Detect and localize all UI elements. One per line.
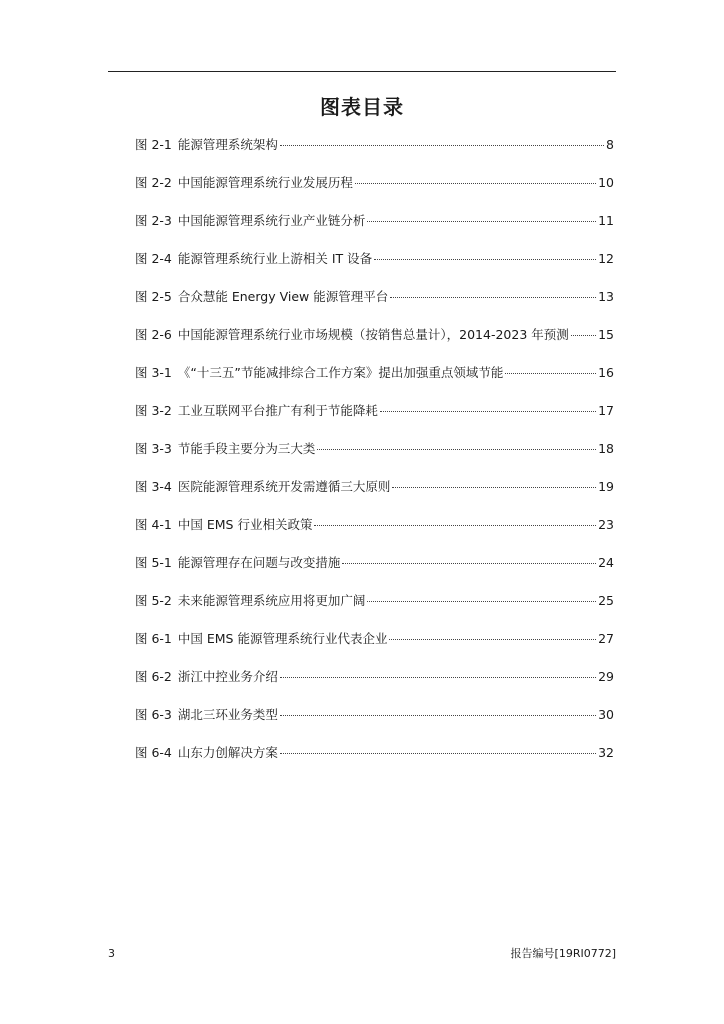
toc-dot-leader [317, 449, 596, 450]
toc-entry-page: 19 [598, 479, 614, 494]
toc-dot-leader [571, 335, 596, 336]
toc-entry-page: 11 [598, 213, 614, 228]
toc-entry-label: 图 6-1 [135, 631, 172, 646]
toc-dot-leader [280, 753, 596, 754]
footer-report-number: 报告编号[19RI0772] [510, 947, 616, 960]
toc-entry-page: 30 [598, 707, 614, 722]
toc-entry[interactable] [135, 554, 614, 592]
toc-entry[interactable] [135, 668, 614, 706]
toc-entry[interactable] [135, 706, 614, 744]
toc-entry-page: 27 [598, 631, 614, 646]
toc-dot-leader [390, 297, 596, 298]
toc-entry-page: 18 [598, 441, 614, 456]
toc-entry-label: 图 6-3 [135, 707, 172, 722]
toc-entry[interactable] [135, 250, 614, 288]
toc-entry-title: 浙江中控业务介绍 [177, 669, 278, 684]
toc-entry-label: 图 3-2 [135, 403, 172, 418]
toc-entry-label: 图 2-3 [135, 213, 172, 228]
toc-entry-title: 节能手段主要分为三大类 [177, 441, 316, 456]
toc-dot-leader [355, 183, 596, 184]
toc-entry-page: 12 [598, 251, 614, 266]
toc-entry[interactable] [135, 592, 614, 630]
toc-entry[interactable] [135, 136, 614, 174]
footer-page-number: 3 [108, 947, 115, 960]
toc-entry[interactable] [135, 402, 614, 440]
toc-entry[interactable] [135, 440, 614, 478]
toc-entry[interactable] [135, 212, 614, 250]
toc-dot-leader [505, 373, 596, 374]
toc-entry-title: 中国能源管理系统行业市场规模（按销售总量计），2014-2023 年预测 [177, 327, 569, 342]
toc-entry[interactable] [135, 288, 614, 326]
toc-entry-title: 中国能源管理系统行业发展历程 [177, 175, 353, 190]
toc-entry-title: 合众慧能 Energy View 能源管理平台 [177, 289, 389, 304]
toc-entry-title: 中国 EMS 能源管理系统行业代表企业 [177, 631, 388, 646]
toc-entry[interactable] [135, 326, 614, 364]
toc-entry-title: 湖北三环业务类型 [177, 707, 278, 722]
toc-entry-title: 能源管理存在问题与改变措施 [177, 555, 341, 570]
toc-entry-title: 工业互联网平台推广有利于节能降耗 [177, 403, 378, 418]
toc-entry-label: 图 2-5 [135, 289, 172, 304]
toc-entry[interactable] [135, 630, 614, 668]
toc-dot-leader [280, 145, 604, 146]
toc-entry-page: 29 [598, 669, 614, 684]
toc-entry[interactable] [135, 516, 614, 554]
toc-dot-leader [389, 639, 596, 640]
toc-entry-label: 图 3-1 [135, 365, 172, 380]
toc-dot-leader [314, 525, 596, 526]
toc-dot-leader [367, 221, 596, 222]
toc-entry-label: 图 2-4 [135, 251, 172, 266]
toc-entry-title: 中国能源管理系统行业产业链分析 [177, 213, 366, 228]
toc-entry[interactable] [135, 174, 614, 212]
toc-entry-page: 25 [598, 593, 614, 608]
toc-entry-label: 图 2-1 [135, 137, 172, 152]
toc-list [135, 136, 614, 782]
toc-entry-label: 图 5-2 [135, 593, 172, 608]
toc-entry-title: 医院能源管理系统开发需遵循三大原则 [177, 479, 391, 494]
toc-entry-title: 能源管理系统行业上游相关 IT 设备 [177, 251, 373, 266]
page-title: 图表目录 [320, 95, 404, 119]
toc-entry-title: 《“十三五”节能减排综合工作方案》提出加强重点领域节能 [177, 365, 504, 380]
toc-entry-label: 图 3-3 [135, 441, 172, 456]
toc-entry-page: 10 [598, 175, 614, 190]
toc-entry[interactable] [135, 744, 614, 782]
toc-entry-title: 未来能源管理系统应用将更加广阔 [177, 593, 366, 608]
toc-entry-page: 13 [598, 289, 614, 304]
header-rule [108, 71, 616, 72]
toc-entry-label: 图 2-6 [135, 327, 172, 342]
toc-entry-page: 23 [598, 517, 614, 532]
toc-entry-label: 图 6-2 [135, 669, 172, 684]
toc-dot-leader [380, 411, 596, 412]
toc-entry-label: 图 2-2 [135, 175, 172, 190]
toc-dot-leader [392, 487, 596, 488]
toc-dot-leader [367, 601, 596, 602]
toc-entry-page: 17 [598, 403, 614, 418]
toc-entry-page: 24 [598, 555, 614, 570]
toc-entry-page: 8 [606, 137, 614, 152]
toc-dot-leader [280, 715, 596, 716]
toc-entry-label: 图 6-4 [135, 745, 172, 760]
toc-entry-page: 15 [598, 327, 614, 342]
toc-entry-title: 中国 EMS 行业相关政策 [177, 517, 313, 532]
toc-entry-label: 图 4-1 [135, 517, 172, 532]
toc-entry-page: 32 [598, 745, 614, 760]
toc-entry-title: 山东力创解决方案 [177, 745, 278, 760]
toc-dot-leader [374, 259, 596, 260]
toc-entry[interactable] [135, 364, 614, 402]
toc-dot-leader [280, 677, 596, 678]
toc-dot-leader [342, 563, 596, 564]
toc-entry-page: 16 [598, 365, 614, 380]
toc-entry-title: 能源管理系统架构 [177, 137, 278, 152]
toc-entry-label: 图 3-4 [135, 479, 172, 494]
toc-entry-label: 图 5-1 [135, 555, 172, 570]
toc-entry[interactable] [135, 478, 614, 516]
